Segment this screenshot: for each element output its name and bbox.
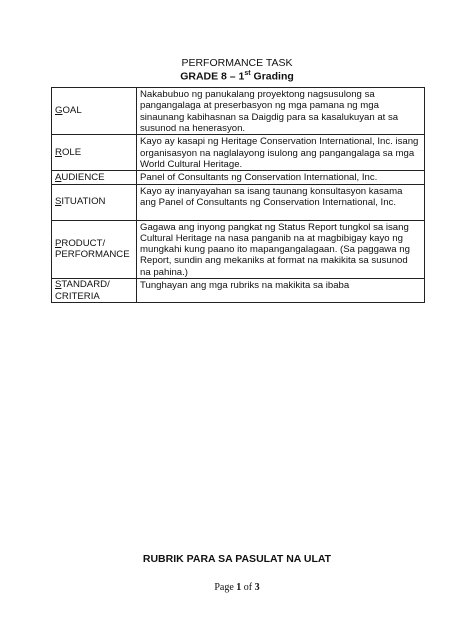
table-row-standard xyxy=(52,279,425,303)
key-initial: R xyxy=(55,147,62,159)
key-initial: G xyxy=(55,105,63,117)
page-number: 1 xyxy=(236,582,242,593)
section-title: RUBRIK PARA SA PASULAT NA ULAT xyxy=(142,553,332,565)
table-row-goal xyxy=(52,88,425,135)
grade-superscript: st xyxy=(244,70,251,77)
row-key xyxy=(52,135,137,171)
row-value: Panel of Consultants ng Conservation International, Inc. xyxy=(137,171,425,184)
table-row-role xyxy=(52,135,425,171)
page-total: 3 xyxy=(254,582,260,593)
key-rest: OLE xyxy=(61,147,82,159)
key-rest: OAL xyxy=(62,105,82,117)
row-key xyxy=(52,88,137,135)
document-title: PERFORMANCE TASK xyxy=(181,57,293,69)
row-value: Kayo ay inanyayahan sa isang taunang konsultasyon kasama ang Panel of Consultants ng Conservation International, Inc. xyxy=(137,184,425,220)
table-row-situation xyxy=(52,184,425,220)
key-initial: P xyxy=(55,237,62,249)
key-rest: TANDARD/ CRITERIA xyxy=(55,279,110,302)
of-label: of xyxy=(243,582,253,593)
key-rest: UDIENCE xyxy=(61,171,105,183)
grade-suffix: Grading xyxy=(250,70,294,83)
row-value: Gagawa ang inyong pangkat ng Status Report tungkol sa isang Cultural Heritage na nasa panganib na at magbibigay kayo ng mungkahi kung paano ito mapangangalagaan. (Sa paggawa ng Report, sundin ang mekaniks at format na makikita sa susunod na pahina.) xyxy=(137,220,425,279)
row-value: Kayo ay kasapi ng Heritage Conservation International, Inc. isang organisasyon na naglalayong isulong ang pangangalaga sa mga World Cultural Heritage. xyxy=(137,135,425,171)
key-rest: ITUATION xyxy=(61,196,106,208)
row-key xyxy=(52,184,137,220)
grade-heading xyxy=(0,70,474,83)
grasps-table xyxy=(51,87,425,303)
table-row-audience xyxy=(52,171,425,184)
row-key xyxy=(52,279,137,303)
page-label: Page xyxy=(214,582,234,593)
page-footer xyxy=(0,582,474,593)
key-initial: A xyxy=(55,171,62,183)
row-key xyxy=(52,171,137,184)
row-key xyxy=(52,220,137,279)
grade-prefix: GRADE 8 – 1 xyxy=(180,70,245,83)
row-value: Nakabubuo ng panukalang proyektong nagsusulong sa pangangalaga at preserbasyon ng mga pamana ng mga sinaunang kabihasnan sa Daigdig para sa kasalukuyan at sa susunod na henerasyon. xyxy=(137,88,425,135)
key-initial: S xyxy=(55,279,62,291)
row-value: Tunghayan ang mga rubriks na makikita sa ibaba xyxy=(137,279,425,303)
key-rest: RODUCT/ PERFORMANCE xyxy=(55,237,130,261)
key-initial: S xyxy=(55,196,62,208)
table-row-product xyxy=(52,220,425,279)
